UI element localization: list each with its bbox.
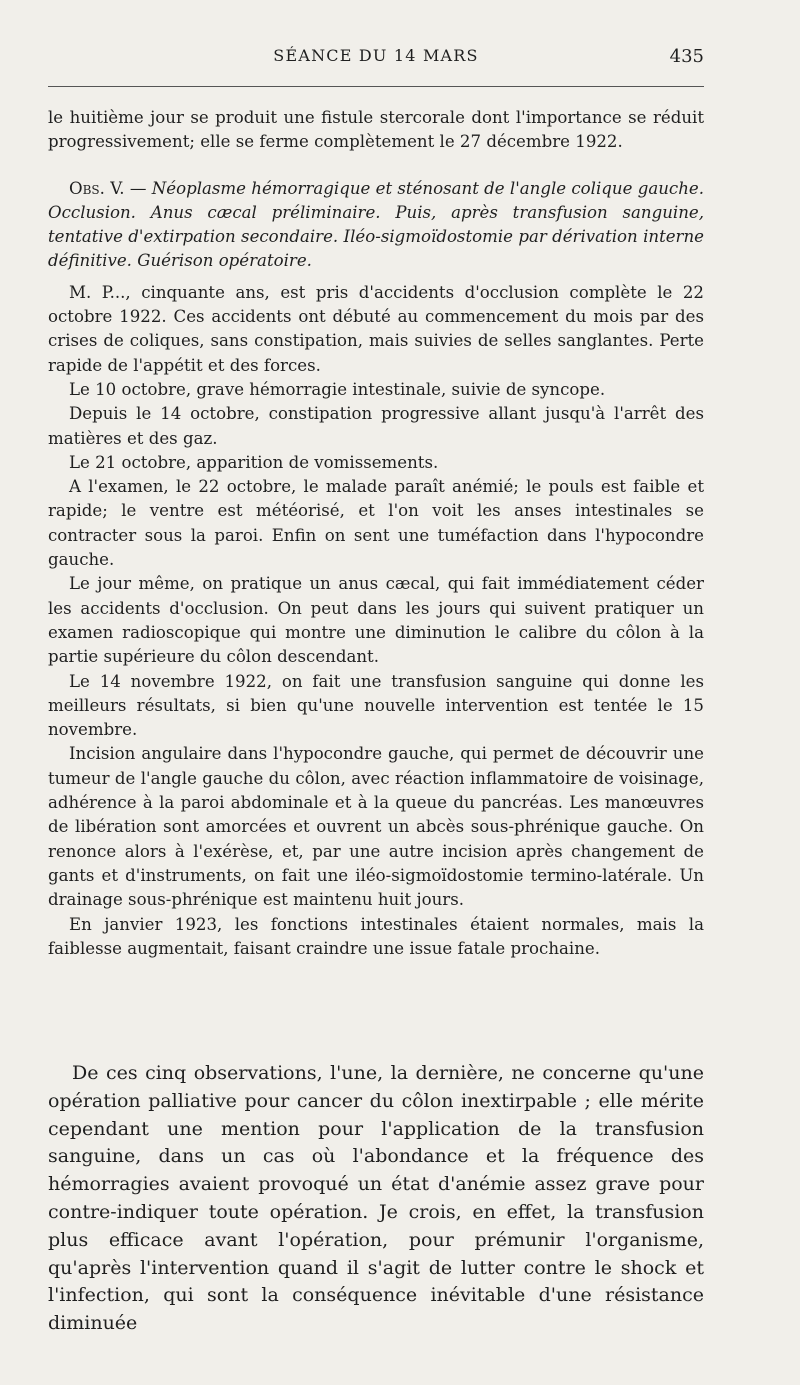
observation-paragraph: Depuis le 14 octobre, constipation progressive allant jusqu'à l'arrêt des matières et des gaz. bbox=[48, 404, 704, 448]
discussion-paragraph: De ces cinq observations, l'une, la dernière, ne concerne qu'une opération palliative pour cancer du côlon inextirpable ; elle mérite cependant une mention pour l'application de la transfusion sanguine, dans un cas où l'abondance et la fréquence des hémorragies avaient provoqué un état d'anémie assez grave pour contre-indiquer toute opération. Je crois, en effet, la transfusion plus efficace avant l'opération, pour prémunir l'organisme, qu'après l'intervention quand il s'agit de lutter contre le shock et l'infection, qui sont la conséquence inévitable d'une résistance diminuée bbox=[48, 1062, 704, 1335]
observation-paragraph: A l'examen, le 22 octobre, le malade paraît anémié; le pouls est faible et rapide; le ventre est météorisé, et l'on voit les anses intestinales se contracter sous la paroi. Enfin on sent une tuméfaction dans l'hypocondre gauche. bbox=[48, 477, 704, 570]
observation-heading bbox=[48, 177, 704, 274]
observation-paragraph: Le 14 novembre 1922, on fait une transfusion sanguine qui donne les meilleurs résultats, si bien qu'une nouvelle intervention est tentée le 15 novembre. bbox=[48, 671, 704, 740]
observation-paragraph: Le jour même, on pratique un anus cæcal, qui fait immédiatement céder les accidents d'occlusion. On peut dans les jours qui suivent pratiquer un examen radioscopique qui montre une diminution le calibre du côlon à la partie supérieure du côlon descendant. bbox=[48, 574, 704, 667]
observation-number: Obs. V. — bbox=[69, 178, 147, 198]
observation-paragraph: M. P..., cinquante ans, est pris d'accidents d'occlusion complète le 22 octobre 1922. Ces accidents ont débuté au commencement du mois par des crises de coliques, sans constipation, mais suivies de selles sanglantes. Perte rapide de l'appétit et des forces. bbox=[48, 282, 704, 375]
observation-section bbox=[48, 106, 704, 961]
observation-paragraph: En janvier 1923, les fonctions intestinales étaient normales, mais la faiblesse augmentait, faisant craindre une issue fatale prochaine. bbox=[48, 914, 704, 958]
page-number: 435 bbox=[669, 46, 704, 67]
observation-paragraph: Incision angulaire dans l'hypocondre gauche, qui permet de découvrir une tumeur de l'angle gauche du côlon, avec réaction inflammatoire de voisinage, adhérence à la paroi abdominale et à la queue du pancréas. Les manœuvres de libération sont amorcées et ouvrent un abcès sous-phrénique gauche. On renonce alors à l'exérèse, et, par une autre incision après changement de gants et d'instruments, on fait une iléo-sigmoïdostomie termino-latérale. Un drainage sous-phrénique est maintenu huit jours. bbox=[48, 744, 704, 910]
continuation-paragraph: le huitième jour se produit une fistule stercorale dont l'importance se réduit progressivement; elle se ferme complètement le 27 décembre 1922. bbox=[48, 108, 704, 152]
observation-title: Néoplasme hémorragique et sténosant de l'angle colique gauche. Occlusion. Anus cæcal préliminaire. Puis, après transfusion sanguine, tentative d'extirpation secondaire. Iléo-sigmoïdostomie par dérivation interne définitive. Guérison opératoire. bbox=[48, 178, 704, 271]
page-header bbox=[48, 46, 704, 74]
running-title: SÉANCE DU 14 MARS bbox=[273, 46, 479, 65]
observation-paragraph: Le 21 octobre, apparition de vomissements. bbox=[69, 452, 439, 472]
header-rule bbox=[48, 86, 704, 87]
observation-paragraph: Le 10 octobre, grave hémorragie intestinale, suivie de syncope. bbox=[69, 379, 606, 399]
